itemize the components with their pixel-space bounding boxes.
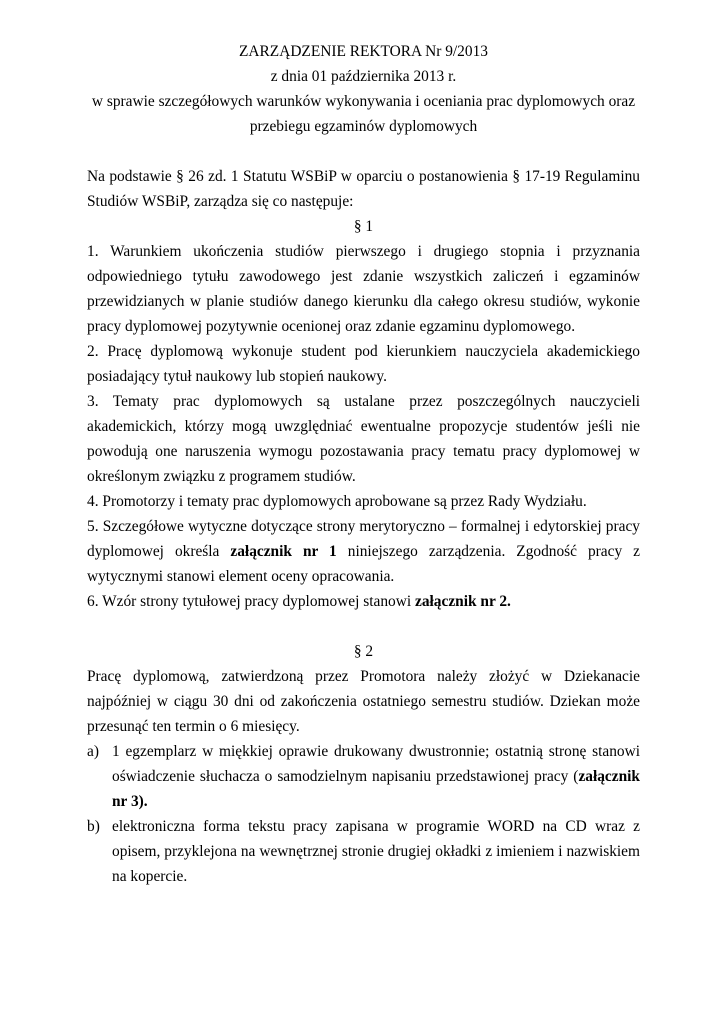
paragraph-6-text-start: 6. Wzór strony tytułowej pracy dyplomowej stanowi bbox=[87, 593, 415, 610]
intro-paragraph: Na podstawie § 26 zd. 1 Statutu WSBiP w oparciu o postanowienia § 17-19 Regulaminu Studiów WSBiP, zarządza się co następuje: bbox=[87, 168, 640, 210]
document-page bbox=[87, 39, 640, 889]
section-1-paragraph-1: 1. Warunkiem ukończenia studiów pierwszego i drugiego stopnia i przyznania odpowiedniego tytułu zawodowego jest zdanie wszystkich zaliczeń i egzaminów przewidzianych w planie studiów danego kierunku dla całego okresu studiów, wykonie pracy dyplomowej pozytywnie ocenionej oraz zdanie egzaminu dyplomowego. bbox=[87, 243, 640, 335]
section-1-paragraph-6 bbox=[87, 589, 640, 614]
document-date: z dnia 01 października 2013 r. bbox=[270, 68, 457, 85]
section-1-heading: § 1 bbox=[353, 218, 374, 235]
list-item-b-text: elektroniczna forma tekstu pracy zapisana w programie WORD na CD wraz z opisem, przyklejona na wewnętrznej stronie drugiej okładki z imieniem i nazwiskiem na kopercie. bbox=[112, 818, 640, 885]
section-2-heading: § 2 bbox=[353, 643, 374, 660]
list-item-a-text: 1 egzemplarz w miękkiej oprawie drukowany dwustronnie; ostatnią stronę stanowi oświadczenie słuchacza o samodzielnym napisaniu przedstawionej pracy ( bbox=[112, 743, 640, 785]
spacer bbox=[87, 139, 640, 164]
document-subject-line-2: przebiegu egzaminów dyplomowych bbox=[249, 118, 478, 135]
section-1-paragraph-3: 3. Tematy prac dyplomowych są ustalane przez poszczególnych nauczycieli akademickich, którzy mogą uwzględniać ewentualne propozycje studentów jeśli nie powodują one naruszenia wymogu pozostawania pracy tematu pracy dyplomowej w określonym związku z programem studiów. bbox=[87, 393, 640, 485]
section-1-paragraph-4: 4. Promotorzy i tematy prac dyplomowych aprobowane są przez Rady Wydziału. bbox=[87, 493, 587, 510]
attachment-2-reference: załącznik nr 2. bbox=[415, 593, 511, 610]
section-2-paragraph-1: Pracę dyplomową, zatwierdzoną przez Promotora należy złożyć w Dziekanacie najpóźniej w ciągu 30 dni od zakończenia ostatniego semestru studiów. Dziekan może przesunąć ten termin o 6 miesięcy. bbox=[87, 668, 640, 735]
list-marker: a) bbox=[87, 743, 99, 760]
paragraph-5-text-start: 5. Szczegółowe wytyczne dotyczące strony merytoryczno – formalnej i edytorskiej pracy dyplomowej określa bbox=[87, 518, 640, 560]
list-item-b bbox=[87, 814, 640, 889]
document-subject-line-1: w sprawie szczegółowych warunków wykonywania i oceniania prac dyplomowych oraz bbox=[91, 93, 636, 110]
section-1-paragraph-2: 2. Pracę dyplomową wykonuje student pod kierunkiem nauczyciela akademickiego posiadający tytuł naukowy lub stopień naukowy. bbox=[87, 343, 640, 385]
list-marker: b) bbox=[87, 818, 100, 835]
attachment-1-reference: załącznik nr 1 bbox=[230, 543, 337, 560]
document-title: ZARZĄDZENIE REKTORA Nr 9/2013 bbox=[239, 43, 488, 60]
list-item-a bbox=[87, 739, 640, 814]
paragraph-5-text-end: niniejszego zarządzenia. Zgodność pracy z wytycznymi stanowi element oceny opracowania. bbox=[87, 543, 640, 585]
section-1-paragraph-5 bbox=[87, 514, 640, 589]
spacer bbox=[87, 614, 640, 639]
attachment-3-reference: załącznik nr 3). bbox=[112, 768, 640, 810]
